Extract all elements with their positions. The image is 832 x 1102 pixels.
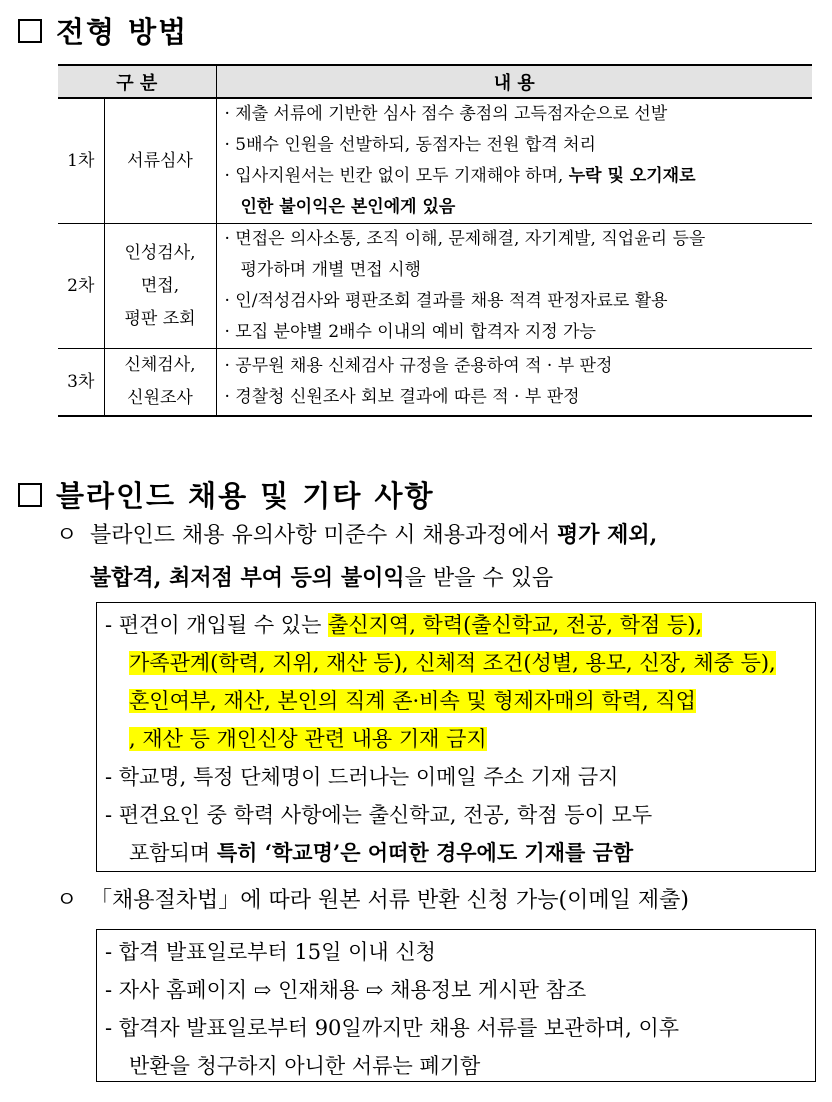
- highlighted-text: , 재산 등 개인신상 관련 내용 기재 금지: [129, 727, 487, 751]
- category-cell: [104, 349, 216, 417]
- content-line: · 경찰청 신원조사 회보 결과에 따른 적 · 부 판정: [224, 387, 580, 407]
- category-line: 인성검사,: [124, 242, 196, 263]
- highlighted-text: 출신지역, 학력(출신학교, 전공, 학점 등),: [328, 613, 703, 637]
- checkbox-square-icon: [18, 19, 42, 43]
- content-cell: [216, 98, 812, 224]
- content-line: · 제출 서류에 기반한 심사 점수 총점의 고득점자순으로 선발: [224, 104, 668, 124]
- content-line: · 공무원 채용 신체검사 규정을 준용하여 적 · 부 판정: [224, 356, 613, 376]
- blind-hiring-notes-box: [96, 602, 816, 872]
- category-cell: 서류심사: [104, 98, 216, 224]
- selection-table: [58, 64, 812, 417]
- note-line: - 합격 발표일로부터 15일 이내 신청: [105, 940, 436, 964]
- content-line: 평가하며 개별 면접 시행: [240, 260, 421, 280]
- document-return-bullet: [56, 880, 826, 922]
- bullet-text: 블라인드 채용 유의사항 미준수 시 채용과정에서: [90, 523, 558, 548]
- table-header-row: [58, 65, 812, 98]
- content-line: [225, 161, 811, 192]
- note-line: [105, 644, 807, 682]
- checkbox-square-icon: [18, 483, 42, 507]
- note-line: [105, 682, 807, 720]
- content-line-bold: 인한 불이익은 본인에게 있음: [240, 197, 456, 217]
- content-cell: [216, 349, 812, 417]
- bullet-line: [56, 557, 816, 600]
- bullet-line: [56, 880, 826, 922]
- note-text: - 편견이 개입될 수 있는: [105, 613, 329, 637]
- stage-cell: 3차: [58, 349, 104, 417]
- content-line: · 면접은 의사소통, 조직 이해, 문제해결, 자기계발, 직업윤리 등을: [224, 229, 706, 249]
- note-line: - 자사 홈페이지 ⇨ 인재채용 ⇨ 채용정보 게시판 참조: [105, 978, 587, 1002]
- category-line: 신원조사: [127, 388, 193, 408]
- stage-cell: 2차: [58, 224, 104, 349]
- bullet-text: 을 받을 수 있음: [404, 566, 554, 591]
- note-line: 반환을 청구하지 아니한 서류는 폐기함: [129, 1054, 481, 1078]
- note-line: [105, 834, 807, 872]
- category-line: 면접,: [140, 275, 180, 296]
- note-line: - 학교명, 특정 단체명이 드러나는 이메일 주소 기재 금지: [105, 765, 619, 789]
- circle-bullet-icon: ㅇ: [56, 888, 78, 913]
- table-row: [58, 349, 812, 417]
- bullet-line: [56, 514, 816, 557]
- document-return-notes-box: [96, 929, 816, 1082]
- note-line: - 합격자 발표일로부터 90일까지만 채용 서류를 보관하며, 이후: [105, 1016, 680, 1040]
- category-line: 신체검사,: [124, 355, 196, 375]
- table-row: [58, 224, 812, 349]
- note-text: 포함되며: [129, 841, 217, 865]
- content-line: · 5배수 인원을 선발하되, 동점자는 전원 합격 처리: [224, 135, 596, 155]
- content-bold-text: 누락 및 오기재로: [568, 166, 696, 186]
- bullet-text: 「채용절차법」에 따라 원본 서류 반환 신청 가능(이메일 제출): [90, 888, 689, 913]
- category-cell: [104, 224, 216, 349]
- note-line: - 편견요인 중 학력 사항에는 출신학교, 전공, 학점 등이 모두: [105, 803, 653, 827]
- note-line: [105, 720, 807, 758]
- bullet-bold-text: 불합격, 최저점 부여 등의 불이익: [90, 565, 405, 591]
- note-bold-text: 특히 ‘학교명’은 어떠한 경우에도 기재를 금함: [216, 840, 634, 865]
- section-heading-blind-hiring: [18, 474, 435, 515]
- category-line: 평판 조회: [124, 308, 196, 329]
- header-category: 구 분: [58, 65, 216, 98]
- highlighted-text: 가족관계(학력, 지위, 재산 등), 신체적 조건(성별, 용모, 신장, 체중 등),: [129, 651, 776, 675]
- bullet-bold-text: 평가 제외,: [557, 522, 658, 548]
- section-heading-selection-method: [18, 10, 188, 51]
- section-title: 전형 방법: [56, 15, 189, 49]
- content-text: · 입사지원서는 빈칸 없이 모두 기재해야 하며,: [224, 166, 569, 186]
- table-row: [58, 98, 812, 224]
- stage-cell: 1차: [58, 98, 104, 224]
- content-line: · 모집 분야별 2배수 이내의 예비 합격자 지정 가능: [224, 322, 596, 342]
- note-line: [105, 606, 807, 644]
- content-cell: [216, 224, 812, 349]
- section-title: 블라인드 채용 및 기타 사항: [56, 479, 435, 513]
- highlighted-text: 혼인여부, 재산, 본인의 직계 존·비속 및 형제자매의 학력, 직업: [129, 689, 696, 713]
- blind-hiring-bullet: [56, 514, 816, 600]
- circle-bullet-icon: ㅇ: [56, 523, 78, 548]
- header-content: 내 용: [216, 65, 812, 98]
- content-line: · 인/적성검사와 평판조회 결과를 채용 적격 판정자료로 활용: [224, 291, 668, 311]
